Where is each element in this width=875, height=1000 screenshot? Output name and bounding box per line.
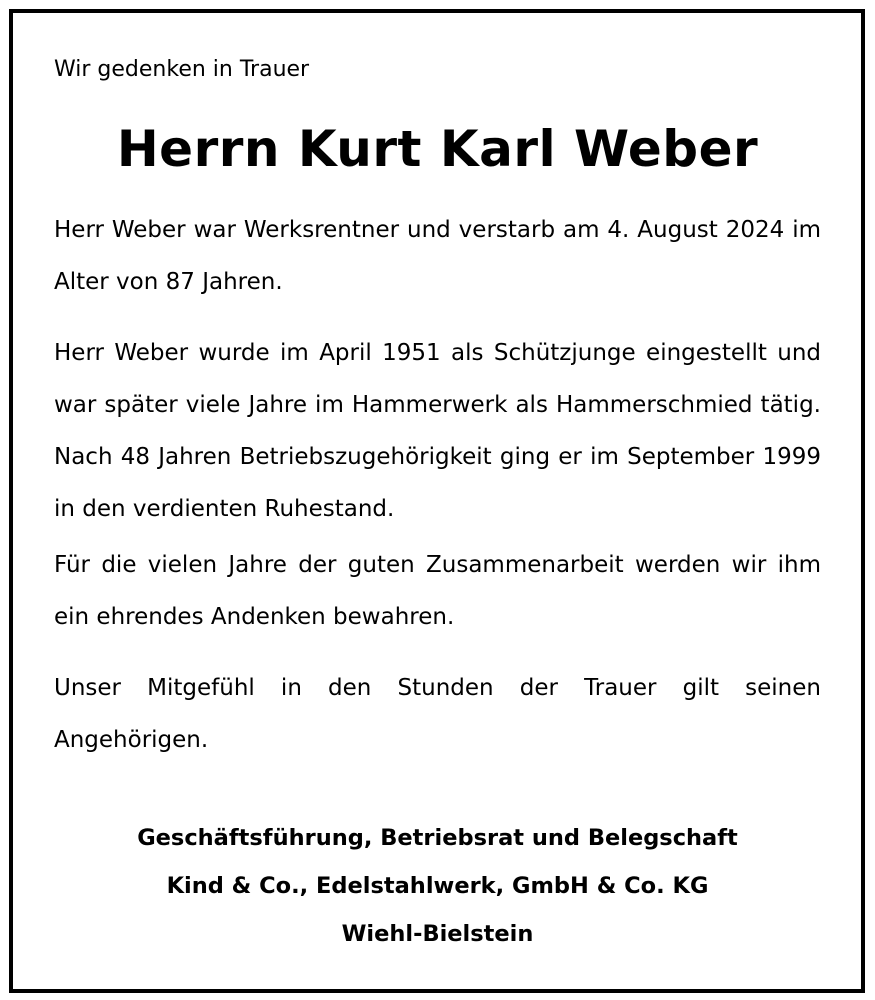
paragraph-remembrance: Für die vielen Jahre der guten Zusammenarbeit werden wir ihm ein ehrendes Andenken bewahren.	[54, 552, 821, 630]
paragraph-career: Herr Weber wurde im April 1951 als Schützjunge eingestellt und war später viele Jahre im Hammerwerk als Hammerschmied tätig. Nach 48 Jahren Betriebszugehörigkeit ging er im September 1999 in den verdienten Ruhestand.	[54, 340, 821, 522]
obituary-notice	[54, 54, 821, 958]
signature-line-location: Wiehl-Bielstein	[341, 921, 534, 947]
paragraph-condolence: Unser Mitgefühl in den Stunden der Trauer gilt seinen Angehörigen.	[54, 675, 821, 753]
signature-block	[54, 814, 821, 958]
deceased-name: Herrn Kurt Karl Weber	[116, 120, 759, 178]
paragraph-death-info: Herr Weber war Werksrentner und verstarb am 4. August 2024 im Alter von 87 Jahren.	[54, 217, 821, 295]
signature-line-management: Geschäftsführung, Betriebsrat und Belegschaft	[137, 825, 738, 851]
intro-text: Wir gedenken in Trauer	[54, 57, 310, 82]
signature-line-company: Kind & Co., Edelstahlwerk, GmbH & Co. KG	[166, 873, 709, 899]
